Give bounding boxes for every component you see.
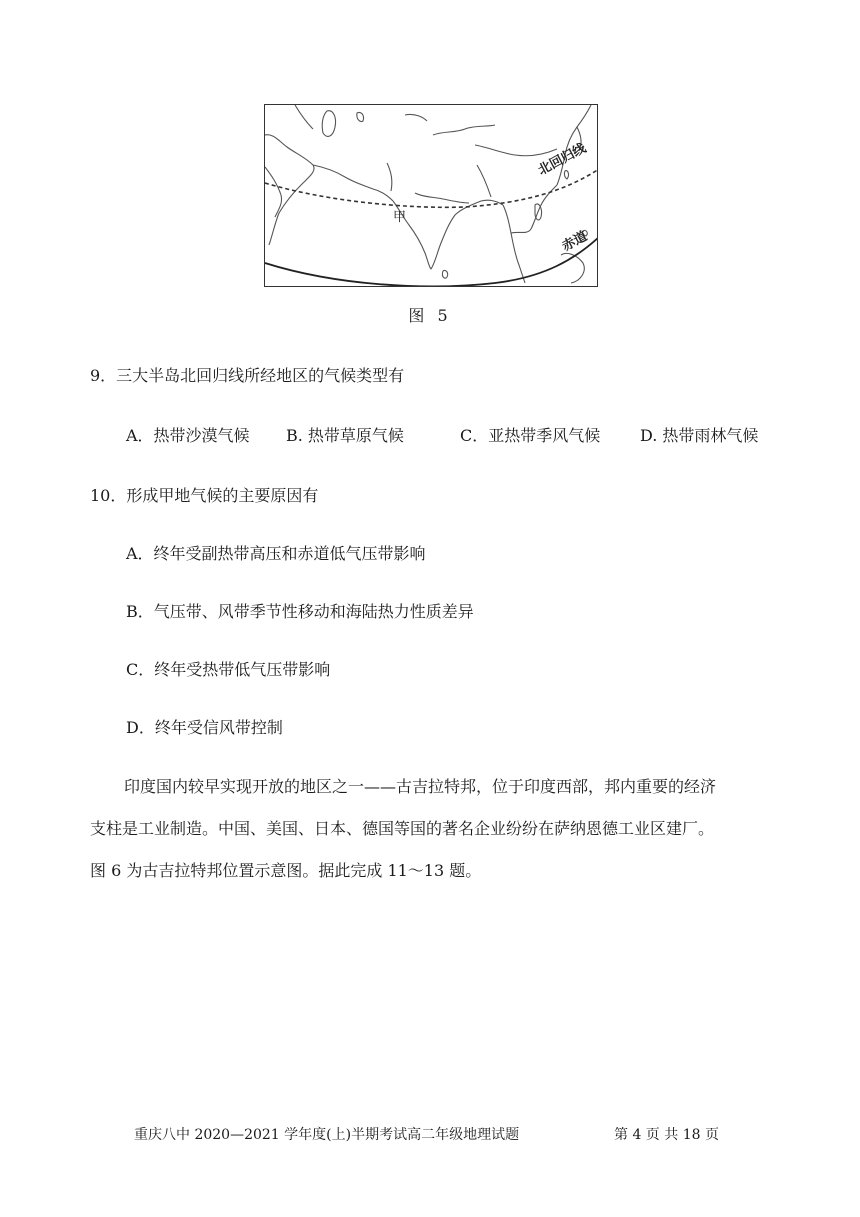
question-10-option-b: B．气压带、风带季节性移动和海陆热力性质差异 xyxy=(126,602,474,621)
island-sri-lanka xyxy=(442,270,447,278)
coastline-red-sea xyxy=(265,167,282,217)
question-9-option-c: C．亚热带季风气候 xyxy=(460,426,601,445)
jia-label: 甲 xyxy=(393,210,407,225)
map-svg xyxy=(265,105,598,287)
figure-5-caption: 图 5 xyxy=(408,306,452,325)
river-indus xyxy=(387,163,392,191)
passage-line-2: 支柱是工业制造。中国、美国、日本、德国等国的著名企业纷纷在萨纳恩德工业区建厂。 xyxy=(90,819,715,838)
island-taiwan xyxy=(564,171,568,179)
question-9-option-a: A．热带沙漠气候 xyxy=(126,426,250,445)
lake-balkhash xyxy=(405,114,427,121)
equator-line xyxy=(265,237,598,286)
river-mekong xyxy=(477,165,491,197)
lake-aral xyxy=(357,112,364,121)
passage-line-1: 印度国内较早实现开放的地区之一——古吉拉特邦，位于印度西部，邦内重要的经济 xyxy=(124,777,717,796)
question-9-option-d: D. 热带雨林气候 xyxy=(640,426,759,445)
figure-5-map xyxy=(264,104,598,287)
border-west xyxy=(295,105,313,129)
question-10-stem: 10．形成甲地气候的主要原因有 xyxy=(90,486,319,505)
coastline-indochina xyxy=(503,205,525,283)
coastline-arabia xyxy=(265,135,314,245)
coastline-india xyxy=(393,200,503,269)
question-9-option-b: B. 热带草原气候 xyxy=(286,426,404,445)
footer-exam-title: 重庆八中 2020—2021 学年度(上)半期考试高二年级地理试题 xyxy=(134,1127,520,1143)
question-10-option-d: D．终年受信风带控制 xyxy=(126,718,283,737)
tropic-label: 北回归线 xyxy=(535,140,589,179)
question-10-option-c: C．终年受热带低气压带影响 xyxy=(126,660,331,679)
coastline-iran xyxy=(313,165,393,201)
footer-page-number: 第 4 页 共 18 页 xyxy=(614,1127,719,1143)
question-10-option-a: A．终年受副热带高压和赤道低气压带影响 xyxy=(126,544,426,563)
passage-line-3: 图 6 为古吉拉特邦位置示意图。据此完成 11～13 题。 xyxy=(90,861,482,880)
question-9-stem: 9．三大半岛北回归线所经地区的气候类型有 xyxy=(90,366,405,385)
lake-caspian xyxy=(322,111,335,137)
river-ganges xyxy=(415,193,469,203)
equator-label: 赤道 xyxy=(559,229,590,255)
river-yangtze xyxy=(475,145,557,156)
mountain-line-north xyxy=(433,125,495,135)
